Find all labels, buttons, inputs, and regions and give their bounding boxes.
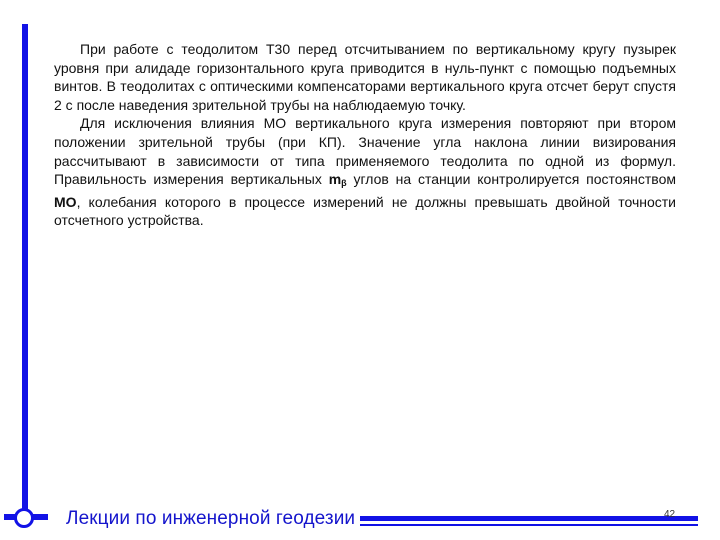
lecture-text (54, 40, 676, 230)
paragraph-2-part-3: , колебания которого в процессе измерений не должны превышать двойной точности отсчетного устройства. (54, 193, 676, 229)
paragraph-2 (54, 114, 676, 230)
paragraph-1: При работе с теодолитом Т30 перед отсчитыванием по вертикальному кругу пузырек уровня при алидаде горизонтального круга приводится в нуль-пункт с помощью подъемных винтов. В теодолитах с оптическими компенсаторами вертикального круга отсчет берут спустя 2 с после наведения зрительной трубы на наблюдаемую точку. (54, 41, 676, 113)
page-number: 42 (664, 509, 676, 520)
paragraph-2-part-1: Для исключения влияния МО вертикального круга измерения повторяют при втором положении зрительной трубы (при КП). Значение угла наклона линии визирования рассчитывают в зависимости от типа применяемого теодолита по одной из формул. Правильность измерения вертикальных (54, 115, 676, 188)
corner-circle-ornament (14, 508, 34, 528)
m-beta-symbol: $m_\beta$ (328, 171, 347, 189)
mo-term: МО (54, 193, 77, 210)
footer-title: Лекции по инженерной геодезии (66, 508, 356, 529)
paragraph-2-part-2: углов на станции контролируется постоянством (346, 171, 677, 188)
vertical-accent-bar (22, 24, 28, 516)
footer-rule-thin (360, 524, 698, 526)
footer-rule-thick (360, 516, 698, 521)
